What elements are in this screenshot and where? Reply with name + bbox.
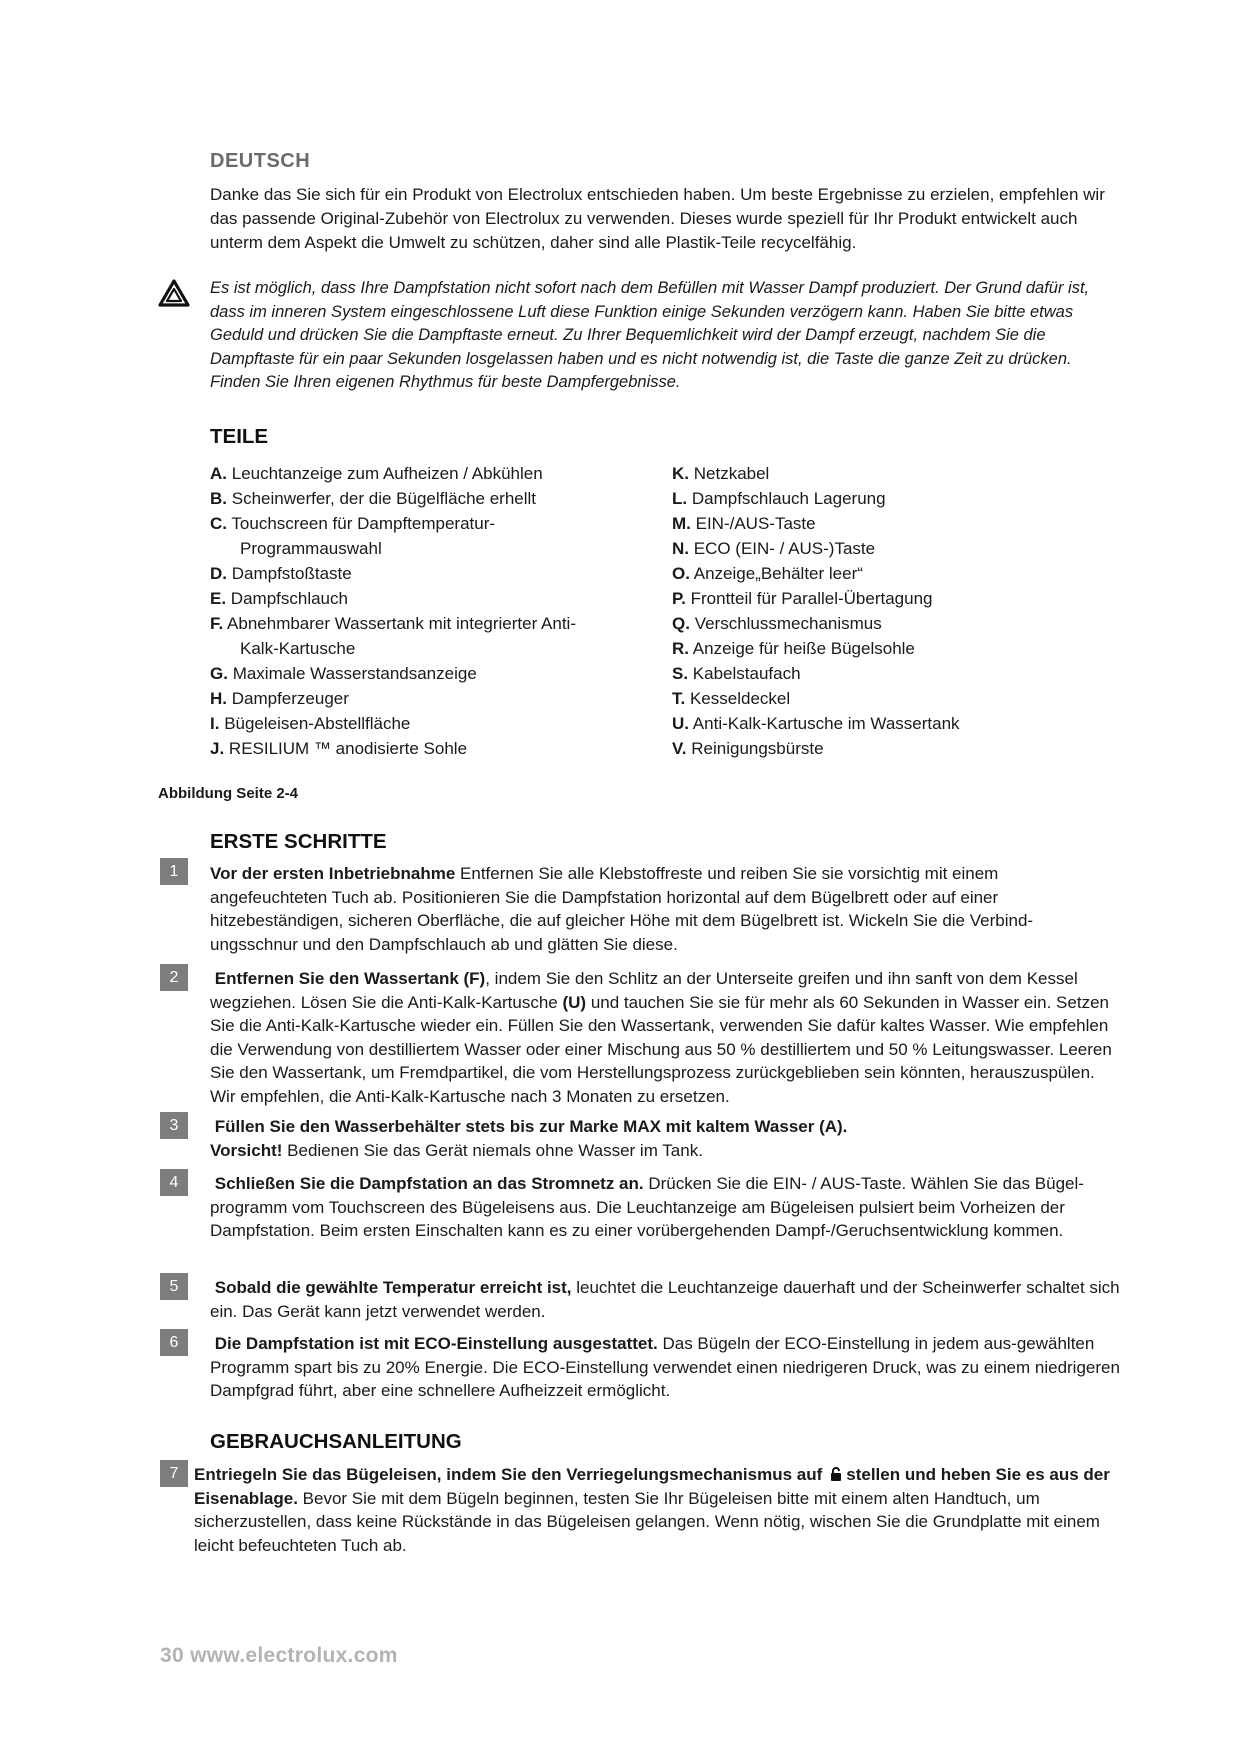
part-item: J. RESILIUM ™ anodisierte Sohle	[210, 739, 468, 758]
part-item: T. Kesseldeckel	[672, 689, 791, 708]
warning-text: Es ist möglich, dass Ihre Dampfstation nicht sofort nach dem Befüllen mit Wasser Dampf produziert. Der Grund dafür ist, dass im inneren System eingeschlossene Luft diese Funktion einige Sekunden verzögern kann. Haben Sie bitte etwas Geduld und drücken Sie die Dampftaste erneut. Zu Ihrer Bequemlichkeit wird der Dampf erzeugt, nachdem Sie die Dampftaste für ein paar Sekunden losgelassen haben und es nicht notwendig ist, die Taste die ganze Zeit zu drücken. Finden Sie Ihren eigenen Rhythmus für beste Dampfergebnisse.	[210, 279, 1090, 391]
part-item: B. Scheinwerfer, der die Bügelfläche erhellt	[210, 489, 537, 508]
first-steps-heading: ERSTE SCHRITTE	[210, 830, 387, 853]
language-heading: DEUTSCH	[210, 150, 311, 172]
step-text: Vor der ersten Inbetriebnahme Entfernen Sie alle Klebstoffreste und reiben Sie sie vorsichtig mit einem angefeuchteten Tuch ab. Positionieren Sie die Dampfstation horizontal auf dem Bügelbrett oder auf einer hitzebeständigen, sicheren Oberfläche, die auf gleicher Höhe mit dem Bügelbrett ist. Wickeln Sie die Verbind-ungsschnur und den Dampfschlauch ab und glätten Sie diese.	[210, 864, 1034, 954]
part-item: A. Leuchtanzeige zum Aufheizen / Abkühlen	[210, 464, 543, 483]
warning-triangle-icon	[157, 278, 191, 308]
step-number-badge: 4	[160, 1169, 188, 1196]
usage-heading: GEBRAUCHSANLEITUNG	[210, 1430, 462, 1453]
step-number-badge: 3	[160, 1112, 188, 1139]
part-item: V. Reinigungsbürste	[672, 739, 824, 758]
part-item: I. Bügeleisen-Abstellfläche	[210, 714, 411, 733]
unlock-icon	[830, 1467, 842, 1481]
step-number-badge: 6	[160, 1329, 188, 1356]
step-text: Füllen Sie den Wasserbehälter stets bis zur Marke MAX mit kaltem Wasser (A). Vorsicht! Bedienen Sie das Gerät niemals ohne Wasser im Tank.	[210, 1117, 848, 1160]
figure-reference: Abbildung Seite 2-4	[158, 785, 299, 802]
part-item: Q. Verschlussmechanismus	[672, 614, 882, 633]
part-item: H. Dampferzeuger	[210, 689, 349, 708]
part-item: D. Dampfstoßtaste	[210, 564, 352, 583]
part-item-continuation: Programmauswahl	[240, 539, 382, 558]
part-item: F. Abnehmbarer Wassertank mit integrierter Anti-	[210, 614, 576, 633]
intro-paragraph: Danke das Sie sich für ein Produkt von Electrolux entschieden haben. Um beste Ergebnisse zu erzielen, empfehlen wir das passende Original-Zubehör von Electrolux zu verwenden. Dieses wurde speziell für Ihr Produkt entwickelt auch unterm dem Aspekt die Umwelt zu schützen, daher sind alle Plastik-Teile recycelfähig.	[210, 185, 1105, 252]
step-number-badge: 7	[160, 1460, 188, 1487]
part-item: R. Anzeige für heiße Bügelsohle	[672, 639, 915, 658]
step-text: Entfernen Sie den Wassertank (F), indem Sie den Schlitz an der Unterseite greifen und ihn sanft von dem Kessel wegziehen. Lösen Sie die Anti-Kalk-Kartusche (U) und tauchen Sie sie für mehr als 60 Sekunden in Wasser ein. Setzen Sie die Anti-Kalk-Kartusche wieder ein. Füllen Sie den Wassertank, verwenden Sie dafür kaltes Wasser. Wie empfehlen die Verwendung von destilliertem Wasser oder einer Mischung aus 50 % destilliertem und 50 % Leitungswasser. Leeren Sie den Wassertank, um Fremdpartikel, die vom Herstellungsprozess zurückgeblieben sein könnten, herauszuspülen. Wir empfehlen, die Anti-Kalk-Kartusche nach 3 Monaten zu ersetzen.	[210, 969, 1112, 1106]
part-item: E. Dampfschlauch	[210, 589, 348, 608]
parts-list-left	[210, 461, 576, 761]
step-text: Die Dampfstation ist mit ECO-Einstellung ausgestattet. Das Bügeln der ECO-Einstellung in jedem aus-gewählten Programm spart bis zu 20% Energie. Die ECO-Einstellung verwendet einen niedrigeren Druck, was zu einem niedrigeren Dampfgrad führt, aber eine schnellere Aufheizzeit ermöglicht.	[210, 1334, 1120, 1400]
step-text: Schließen Sie die Dampfstation an das Stromnetz an. Drücken Sie die EIN- / AUS-Taste. Wählen Sie das Bügel-programm vom Touchscreen des Bügeleisens aus. Die Leuchtanzeige am Bügeleisen pulsiert beim Vorheizen der Dampfstation. Beim ersten Einschalten kann es zu einer vorübergehenden Dampf-/Geruchsentwicklung kommen.	[210, 1174, 1084, 1240]
part-item: P. Frontteil für Parallel-Übertagung	[672, 589, 933, 608]
part-item: C. Touchscreen für Dampftemperatur-	[210, 514, 496, 533]
part-item: O. Anzeige„Behälter leer“	[672, 564, 863, 583]
step-number-badge: 2	[160, 964, 188, 991]
page-footer: 30 www.electrolux.com	[160, 1644, 398, 1667]
part-item: S. Kabelstaufach	[672, 664, 801, 683]
part-item: L. Dampfschlauch Lagerung	[672, 489, 886, 508]
parts-list-right	[672, 461, 960, 761]
part-item: K. Netzkabel	[672, 464, 770, 483]
part-item: G. Maximale Wasserstandsanzeige	[210, 664, 477, 683]
part-item: M. EIN-/AUS-Taste	[672, 514, 816, 533]
step-text: Sobald die gewählte Temperatur erreicht ist, leuchtet die Leuchtanzeige dauerhaft und der Scheinwerfer schaltet sich ein. Das Gerät kann jetzt verwendet werden.	[210, 1278, 1120, 1321]
part-item: N. ECO (EIN- / AUS-)Taste	[672, 539, 876, 558]
part-item-continuation: Kalk-Kartusche	[240, 639, 356, 658]
step-text: Entriegeln Sie das Bügeleisen, indem Sie den Verriegelungsmechanismus auf stellen und heben Sie es aus der Eisenablage. Bevor Sie mit dem Bügeln beginnen, testen Sie Ihr Bügeleisen bitte mit einem alten Handtuch, um sicherzustellen, dass keine Rückstände in das Bügeleisen gelangen. Wenn nötig, wischen Sie die Grundplatte mit einem leicht befeuchteten Tuch ab.	[194, 1465, 1110, 1555]
step-number-badge: 1	[160, 858, 188, 885]
step-number-badge: 5	[160, 1273, 188, 1300]
parts-heading: TEILE	[210, 425, 269, 448]
part-item: U. Anti-Kalk-Kartusche im Wassertank	[672, 714, 960, 733]
